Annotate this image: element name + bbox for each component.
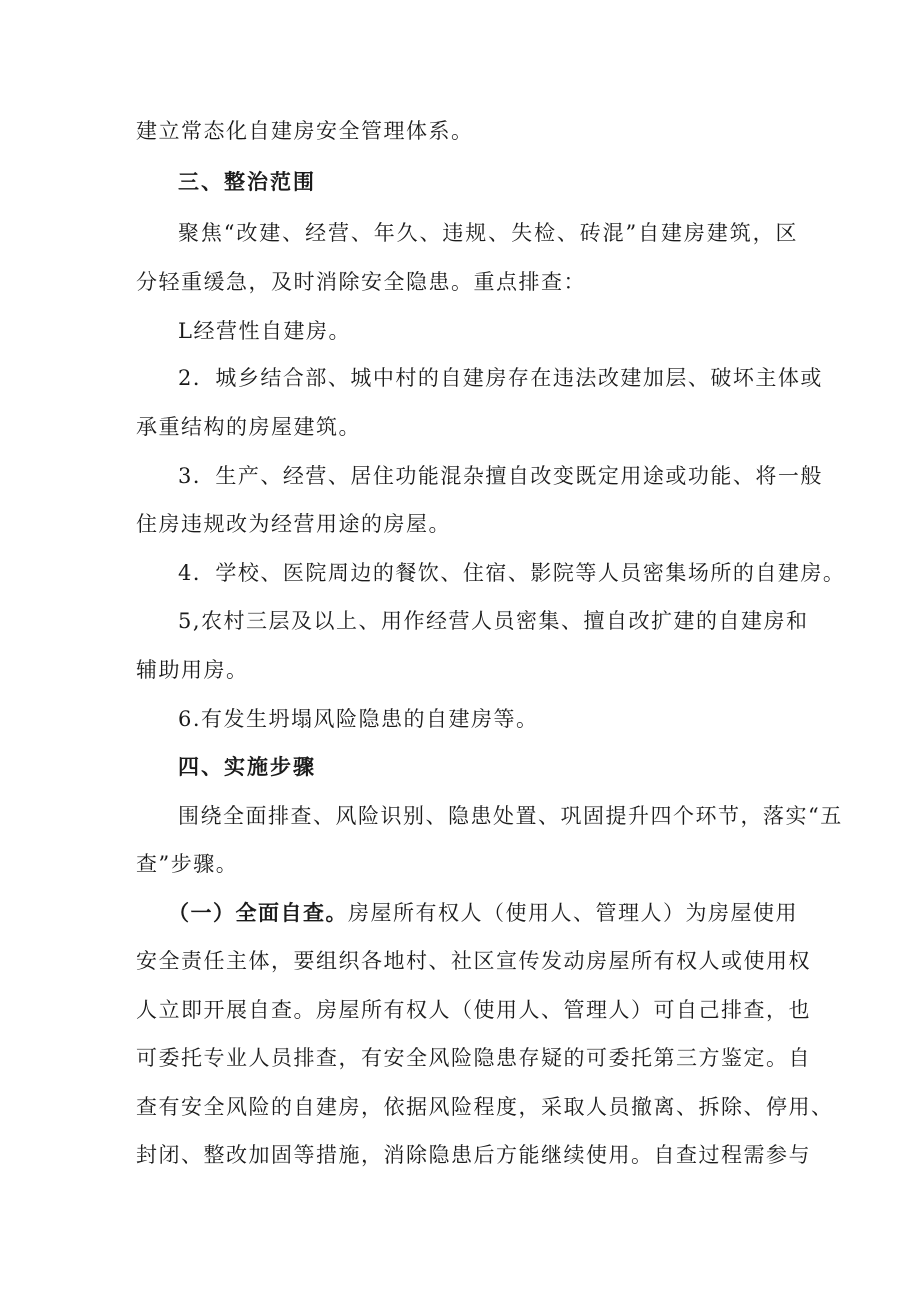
list-item: 3．生产、经营、居住功能混杂擅自改变既定用途或功能、将一般 [178,464,823,488]
paragraph-line: 人立即开展自查。房屋所有权人（使用人、管理人）可自己排查，也 [136,998,811,1022]
paragraph-line: 安全责任主体，要组织各地村、社区宣传发动房屋所有权人或使用权 [136,949,811,973]
list-item: 2．城乡结合部、城中村的自建房存在违法改建加层、破坏主体或 [178,366,823,390]
paragraph-line [168,898,798,928]
paragraph-line: 封闭、整改加固等措施，消除隐患后方能继续使用。自查过程需参与 [136,1143,811,1167]
list-item-continuation: 承重结构的房屋建筑。 [136,415,361,439]
paragraph-line: 分轻重缓急，及时消除安全隐患。重点排查： [136,270,586,294]
paragraph-line: 查”步骤。 [136,852,239,876]
list-item: 4．学校、医院周边的餐饮、住宿、影院等人员密集场所的自建房。 [178,561,846,585]
list-item-continuation: 辅助用房。 [136,658,249,682]
paragraph-line: 围绕全面排查、风险识别、隐患处置、巩固提升四个环节，落实“五 [178,804,843,828]
list-item-continuation: 住房违规改为经营用途的房屋。 [136,512,451,536]
section-heading-scope: 三、整治范围 [178,170,316,194]
list-item: 5,农村三层及以上、用作经营人员密集、擅自改扩建的自建房和 [178,609,809,633]
section-heading-steps: 四、实施步骤 [178,755,316,779]
subsection-title: （一）全面自查。 [168,901,348,925]
paragraph-line: 建立常态化自建房安全管理体系。 [136,119,474,143]
paragraph-line: 可委托专业人员排查，有安全风险隐患存疑的可委托第三方鉴定。自 [136,1046,811,1070]
list-item: L经营性自建房。 [178,319,351,343]
paragraph-text: 房屋所有权人（使用人、管理人）为房屋使用 [348,901,798,925]
list-item: 6.有发生坍塌风险隐患的自建房等。 [178,707,539,731]
paragraph-line: 查有安全风险的自建房，依据风险程度，采取人员撤离、拆除、停用、 [136,1095,834,1119]
paragraph-line: 聚焦“改建、经营、年久、违规、失检、砖混”自建房建筑，区 [178,221,798,245]
